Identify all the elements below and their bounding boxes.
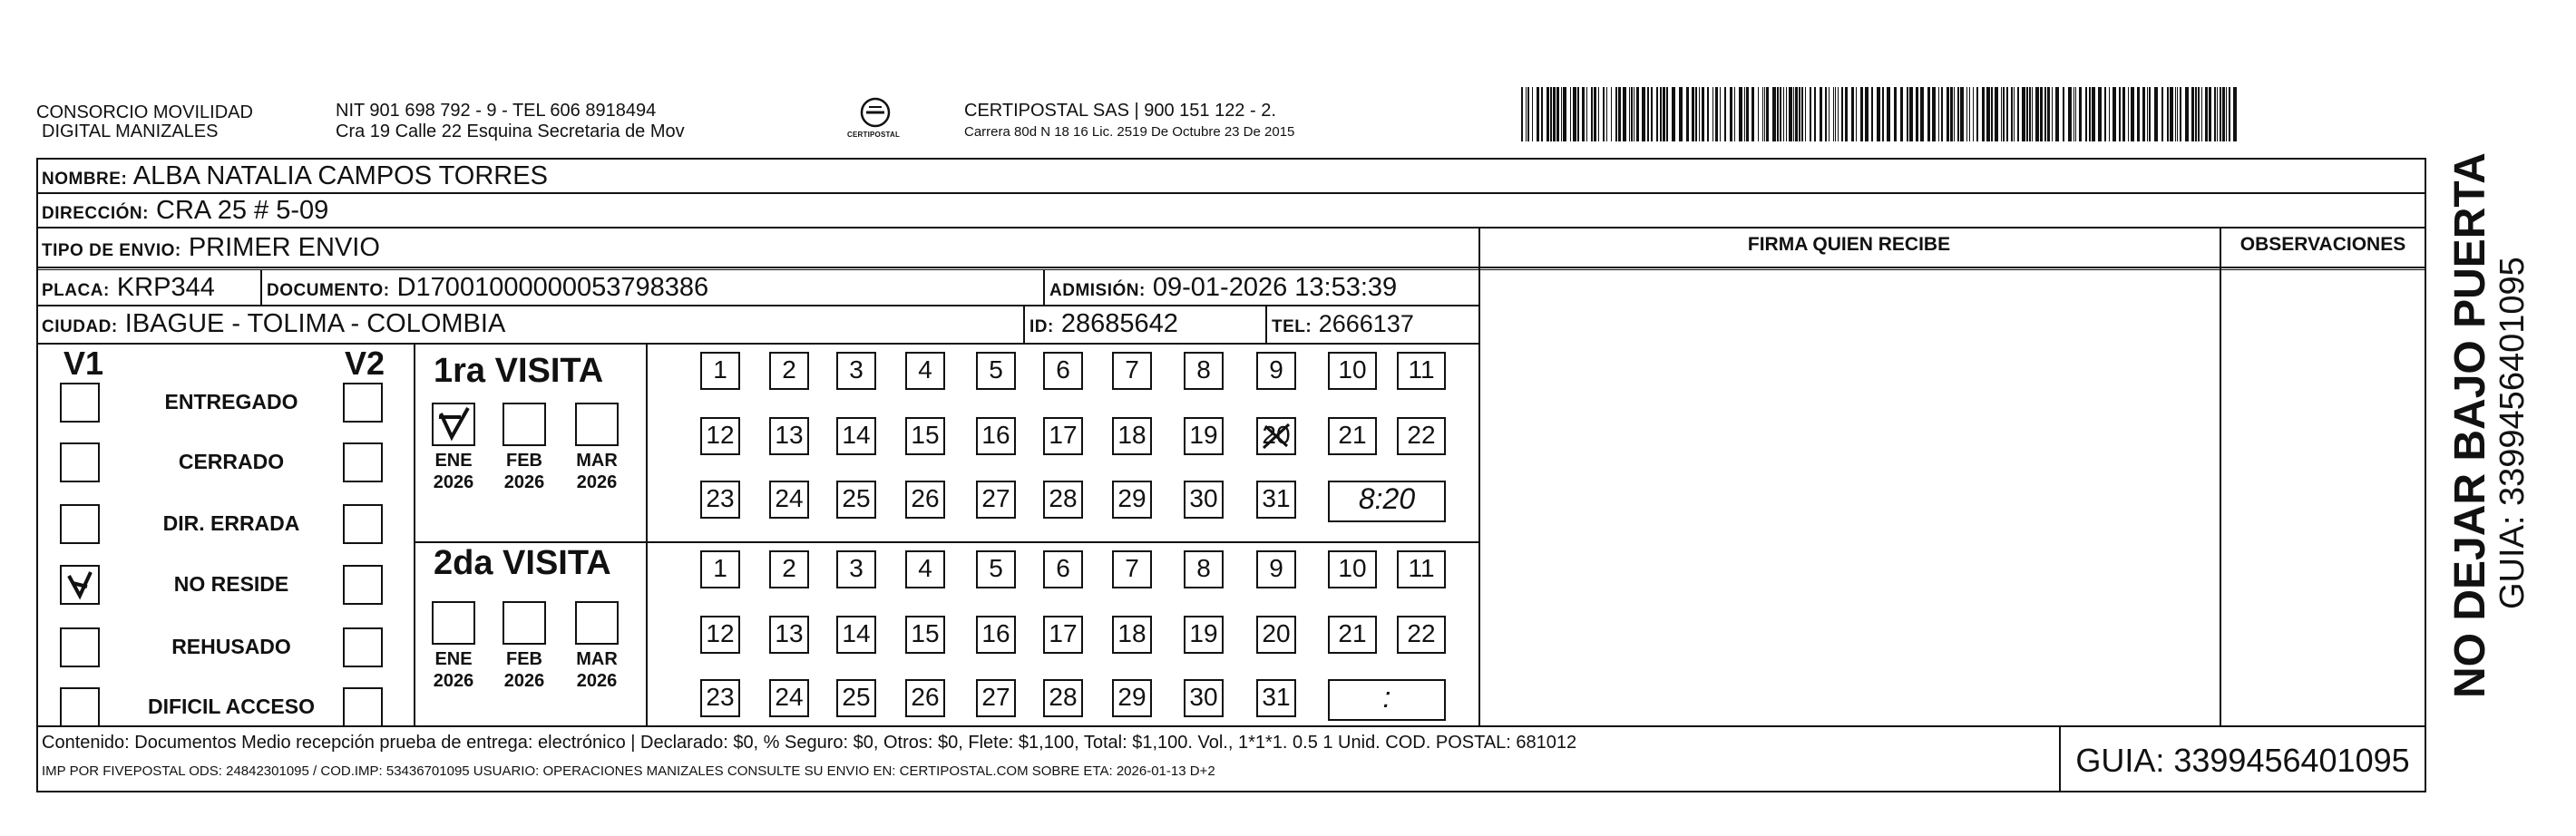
visit1-day-box[interactable]: 1 bbox=[700, 352, 740, 390]
side-guia: GUIA: 3399456401095 bbox=[2493, 257, 2532, 609]
consorcio-line-2: DIGITAL MANIZALES bbox=[42, 122, 219, 141]
visit1-day-box[interactable]: 20 bbox=[1256, 417, 1296, 455]
nit-line-2: Cra 19 Calle 22 Esquina Secretaria de Mov bbox=[336, 122, 685, 141]
ciudad-cell bbox=[42, 307, 505, 344]
visit2-month-checkbox[interactable] bbox=[575, 601, 619, 645]
certipostal-line-2: Carrera 80d N 18 16 Lic. 2519 De Octubre 23 De 2015 bbox=[964, 124, 1295, 140]
v2-checkbox[interactable] bbox=[343, 565, 383, 605]
visit1-day-box[interactable]: 23 bbox=[700, 481, 740, 519]
visit1-day-box[interactable]: 14 bbox=[836, 417, 876, 455]
visit2-day-box[interactable]: 6 bbox=[1043, 550, 1083, 588]
nombre-label: NOMBRE: bbox=[42, 170, 128, 189]
footer-line-1: Contenido: Documentos Medio recepción prueba de entrega: electrónico | Declarado: $0, % Seguro: $0, Otros: $0, Flete: $1,100, Total: $1,100. Vol., 1*1*1. 0.5 1 Unid. COD. POSTAL: 681012 bbox=[42, 733, 1577, 753]
v2-checkbox[interactable] bbox=[343, 627, 383, 667]
visit1-month-label: ENE 2026 bbox=[433, 451, 474, 492]
visit2-day-box[interactable]: 30 bbox=[1184, 679, 1224, 717]
visit1-title: 1ra VISITA bbox=[434, 352, 604, 390]
visit2-month-label: ENE 2026 bbox=[433, 649, 474, 691]
documento-label: DOCUMENTO: bbox=[267, 281, 390, 300]
v1-checkbox[interactable] bbox=[60, 565, 100, 605]
status-label: ENTREGADO bbox=[164, 390, 298, 413]
visit2-day-box[interactable]: 24 bbox=[769, 679, 809, 717]
visit1-day-box[interactable]: 26 bbox=[905, 481, 945, 519]
guia-box: GUIA: 3399456401095 bbox=[2075, 742, 2410, 779]
visit1-day-box[interactable]: 11 bbox=[1397, 352, 1446, 390]
tipo-envio-label: TIPO DE ENVIO: bbox=[42, 241, 181, 260]
visit2-time-box[interactable]: : bbox=[1328, 679, 1446, 721]
admision-cell bbox=[1049, 271, 1397, 307]
visit2-day-box[interactable]: 14 bbox=[836, 616, 876, 654]
visit2-day-box[interactable]: 20 bbox=[1256, 616, 1296, 654]
visit1-day-box[interactable]: 24 bbox=[769, 481, 809, 519]
visit1-day-box[interactable]: 13 bbox=[769, 417, 809, 455]
v2-checkbox[interactable] bbox=[343, 504, 383, 544]
visit1-month-checkbox[interactable] bbox=[575, 403, 619, 446]
visit1-day-box[interactable]: 4 bbox=[905, 352, 945, 390]
ciudad-value: IBAGUE - TOLIMA - COLOMBIA bbox=[124, 309, 506, 338]
nombre-row bbox=[42, 160, 548, 196]
visit1-day-box[interactable]: 15 bbox=[905, 417, 945, 455]
direccion-value: CRA 25 # 5-09 bbox=[156, 196, 329, 225]
direccion-label: DIRECCIÓN: bbox=[42, 204, 149, 223]
documento-value: D17001000000053798386 bbox=[396, 273, 709, 302]
visit1-month-label: FEB 2026 bbox=[503, 451, 545, 492]
v2-checkbox[interactable] bbox=[343, 442, 383, 482]
visit1-day-box[interactable]: 18 bbox=[1112, 417, 1152, 455]
visit2-day-box[interactable]: 29 bbox=[1112, 679, 1152, 717]
visit1-day-box[interactable]: 3 bbox=[836, 352, 876, 390]
visit2-day-box[interactable]: 18 bbox=[1112, 616, 1152, 654]
visit1-day-box[interactable]: 9 bbox=[1256, 352, 1296, 390]
visit1-day-box[interactable]: 17 bbox=[1043, 417, 1083, 455]
visit2-day-box[interactable]: 21 bbox=[1328, 616, 1377, 654]
visit1-month-checkbox[interactable] bbox=[432, 403, 475, 446]
visit1-day-box[interactable]: 12 bbox=[700, 417, 740, 455]
consorcio-line-1: CONSORCIO MOVILIDAD bbox=[36, 102, 253, 122]
visit1-day-box[interactable]: 19 bbox=[1184, 417, 1224, 455]
ciudad-label: CIUDAD: bbox=[42, 317, 118, 336]
nombre-value: ALBA NATALIA CAMPOS TORRES bbox=[132, 161, 548, 190]
footer-line-2: IMP POR FIVEPOSTAL ODS: 24842301095 / COD.IMP: 53436701095 USUARIO: OPERACIONES MANIZALES CONSULTE SU ENVIO EN: CERTIPOSTAL.COM SOBRE ETA: 2026-01-13 D+2 bbox=[42, 763, 1215, 779]
no-dejar-bajo-puerta: NO DEJAR BAJO PUERTA bbox=[2446, 152, 2494, 698]
visit1-day-box[interactable]: 10 bbox=[1328, 352, 1377, 390]
visit1-day-box[interactable]: 28 bbox=[1043, 481, 1083, 519]
visit2-month-checkbox[interactable] bbox=[432, 601, 475, 645]
tel-cell bbox=[1272, 307, 1414, 344]
status-label: DIFICIL ACCESO bbox=[147, 695, 315, 718]
visit1-month-label: MAR 2026 bbox=[576, 451, 618, 492]
v1-checkbox[interactable] bbox=[60, 504, 100, 544]
v1-checkbox[interactable] bbox=[60, 442, 100, 482]
id-value: 28685642 bbox=[1060, 309, 1178, 338]
admision-label: ADMISIÓN: bbox=[1049, 281, 1146, 300]
v1-checkbox[interactable] bbox=[60, 627, 100, 667]
id-label: ID: bbox=[1029, 317, 1054, 336]
visit2-day-box[interactable]: 12 bbox=[700, 616, 740, 654]
visit2-day-box[interactable]: 26 bbox=[905, 679, 945, 717]
direccion-row bbox=[42, 194, 328, 230]
firma-label: FIRMA QUIEN RECIBE bbox=[1747, 234, 1951, 255]
visit1-day-box[interactable]: 5 bbox=[976, 352, 1016, 390]
visit1-day-box[interactable]: 31 bbox=[1256, 481, 1296, 519]
visit1-day-box[interactable]: 25 bbox=[836, 481, 876, 519]
visit1-day-box[interactable]: 7 bbox=[1112, 352, 1152, 390]
nit-line-1: NIT 901 698 792 - 9 - TEL 606 8918494 bbox=[336, 101, 657, 121]
placa-cell bbox=[42, 271, 215, 307]
visit1-day-box[interactable]: 21 bbox=[1328, 417, 1377, 455]
visit2-day-box[interactable]: 28 bbox=[1043, 679, 1083, 717]
visit2-month-label: MAR 2026 bbox=[576, 649, 618, 691]
visit2-day-box[interactable]: 19 bbox=[1184, 616, 1224, 654]
visit2-day-box[interactable]: 23 bbox=[700, 679, 740, 717]
visit2-day-box[interactable]: 9 bbox=[1256, 550, 1296, 588]
visit2-day-box[interactable]: 25 bbox=[836, 679, 876, 717]
admision-value: 09-01-2026 13:53:39 bbox=[1152, 273, 1398, 302]
visit1-day-box[interactable]: 8 bbox=[1184, 352, 1224, 390]
visit2-day-box[interactable]: 13 bbox=[769, 616, 809, 654]
visit2-day-box[interactable]: 4 bbox=[905, 550, 945, 588]
v2-checkbox[interactable] bbox=[343, 687, 383, 727]
certipostal-logo: CERTIPOSTAL bbox=[853, 94, 898, 143]
visit2-day-box[interactable]: 22 bbox=[1397, 616, 1446, 654]
certipostal-line-1: CERTIPOSTAL SAS | 900 151 122 - 2. bbox=[964, 101, 1276, 121]
visit2-day-box[interactable]: 1 bbox=[700, 550, 740, 588]
visit2-day-box[interactable]: 17 bbox=[1043, 616, 1083, 654]
tel-value: 2666137 bbox=[1318, 310, 1414, 337]
visit2-day-box[interactable]: 27 bbox=[976, 679, 1016, 717]
tipo-envio-value: PRIMER ENVIO bbox=[188, 233, 380, 262]
visit2-day-box[interactable]: 11 bbox=[1397, 550, 1446, 588]
status-label: DIR. ERRADA bbox=[162, 511, 300, 535]
v2-checkbox[interactable] bbox=[343, 383, 383, 423]
visit2-day-box[interactable]: 7 bbox=[1112, 550, 1152, 588]
observaciones-label: OBSERVACIONES bbox=[2239, 234, 2406, 255]
visit1-month-checkbox[interactable] bbox=[503, 403, 546, 446]
visit1-day-box[interactable]: 16 bbox=[976, 417, 1016, 455]
status-label: CERRADO bbox=[178, 450, 285, 473]
visit2-day-box[interactable]: 2 bbox=[769, 550, 809, 588]
visit1-day-box[interactable]: 6 bbox=[1043, 352, 1083, 390]
visit2-month-label: FEB 2026 bbox=[503, 649, 545, 691]
visit2-day-box[interactable]: 15 bbox=[905, 616, 945, 654]
visit1-day-box[interactable]: 22 bbox=[1397, 417, 1446, 455]
id-cell bbox=[1029, 307, 1178, 344]
visit2-title: 2da VISITA bbox=[434, 544, 611, 582]
tel-label: TEL: bbox=[1272, 317, 1312, 336]
tipo-envio-row bbox=[42, 231, 380, 267]
documento-cell bbox=[267, 271, 708, 307]
barcode bbox=[1519, 83, 2245, 147]
visit1-day-box[interactable]: 2 bbox=[769, 352, 809, 390]
visit2-day-box[interactable]: 10 bbox=[1328, 550, 1377, 588]
v1-label: V1 bbox=[63, 345, 104, 382]
v2-label: V2 bbox=[345, 345, 385, 382]
visit2-day-box[interactable]: 31 bbox=[1256, 679, 1296, 717]
visit2-day-box[interactable]: 16 bbox=[976, 616, 1016, 654]
visit1-day-box[interactable]: 30 bbox=[1184, 481, 1224, 519]
placa-value: KRP344 bbox=[116, 273, 215, 302]
visit1-time-box[interactable]: 8:20 bbox=[1328, 481, 1446, 522]
v1-checkbox[interactable] bbox=[60, 383, 100, 423]
visit1-day-box[interactable]: 27 bbox=[976, 481, 1016, 519]
status-label: REHUSADO bbox=[171, 635, 291, 658]
status-label: NO RESIDE bbox=[173, 572, 289, 596]
visit1-day-box[interactable]: 29 bbox=[1112, 481, 1152, 519]
visit2-month-checkbox[interactable] bbox=[503, 601, 546, 645]
v1-checkbox[interactable] bbox=[60, 687, 100, 727]
placa-label: PLACA: bbox=[42, 281, 110, 300]
visit2-day-box[interactable]: 5 bbox=[976, 550, 1016, 588]
visit2-day-box[interactable]: 3 bbox=[836, 550, 876, 588]
visit2-day-box[interactable]: 8 bbox=[1184, 550, 1224, 588]
